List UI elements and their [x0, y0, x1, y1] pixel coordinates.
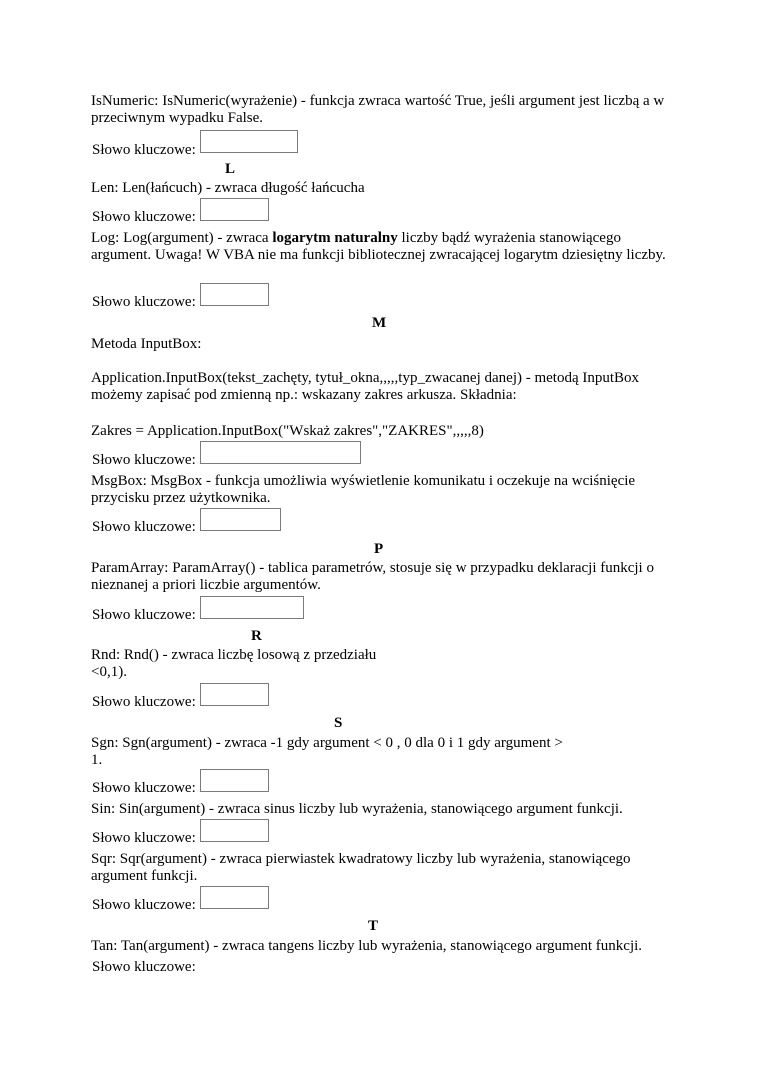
keyword-input-paramarray[interactable]: [200, 596, 304, 619]
keyword-input-len[interactable]: [200, 198, 269, 221]
keyword-input-rnd[interactable]: [200, 683, 269, 706]
keyword-label: Słowo kluczowe:: [92, 294, 196, 310]
keyword-label: Słowo kluczowe:: [92, 897, 196, 913]
entry-inputbox-example: Zakres = Application.InputBox("Wskaż zakres","ZAKRES",,,,,8): [91, 423, 484, 439]
entry-log-text: Log: Log(argument) - zwraca: [91, 230, 273, 246]
entry-sqr: Sqr: Sqr(argument) - zwraca pierwiastek kwadratowy liczby lub wyrażenia, stanowiącego argument funkcji.: [91, 851, 631, 884]
keyword-input-sin[interactable]: [200, 819, 269, 842]
keyword-input-inputbox[interactable]: [200, 441, 361, 464]
keyword-label: Słowo kluczowe:: [92, 607, 196, 623]
section-heading-t: T: [368, 918, 379, 934]
entry-metoda-inputbox: Metoda InputBox:: [91, 336, 202, 352]
entry-sgn-line2: 1.: [91, 752, 103, 768]
keyword-label: Słowo kluczowe:: [92, 142, 196, 158]
entry-rnd-line1: Rnd: Rnd() - zwraca liczbę losową z przedziału: [91, 647, 377, 663]
keyword-label: Słowo kluczowe:: [92, 209, 196, 225]
keyword-label: Słowo kluczowe:: [92, 452, 196, 468]
section-heading-r: R: [251, 628, 262, 644]
entry-inputbox-desc: Application.InputBox(tekst_zachęty, tytuł_okna,,,,,typ_zwacanej danej) - metodą InputBox możemy zapisać pod zmienną np.: wskazany zakres arkusza. Składnia:: [91, 370, 640, 403]
keyword-input-msgbox[interactable]: [200, 508, 281, 531]
keyword-input-sqr[interactable]: [200, 886, 269, 909]
keyword-input-sgn[interactable]: [200, 769, 269, 792]
entry-paramarray: ParamArray: ParamArray() - tablica parametrów, stosuje się w przypadku deklaracji funkcji o nieznanej a priori liczbie argumentów.: [91, 560, 654, 593]
keyword-input-log[interactable]: [200, 283, 269, 306]
entry-len: Len: Len(łańcuch) - zwraca długość łańcucha: [91, 180, 365, 196]
keyword-label: Słowo kluczowe:: [92, 519, 196, 535]
section-heading-p: P: [374, 541, 384, 557]
section-heading-l: L: [225, 161, 236, 177]
keyword-input-isnumeric[interactable]: [200, 130, 298, 153]
entry-log-bold: logarytm naturalny: [272, 230, 398, 246]
keyword-label: Słowo kluczowe:: [92, 694, 196, 710]
entry-log-text-rest: liczby bądź wyrażenia stanowiącego argument. Uwaga! W VBA nie ma funkcji bibliotecznej zwracającej logarytm dziesiętny liczby.: [91, 230, 666, 263]
section-heading-s: S: [334, 715, 343, 731]
keyword-label: Słowo kluczowe:: [92, 830, 196, 846]
entry-tan: Tan: Tan(argument) - zwraca tangens liczby lub wyrażenia, stanowiącego argument funkcji.: [91, 938, 643, 954]
keyword-label: Słowo kluczowe:: [92, 780, 196, 796]
entry-msgbox: MsgBox: MsgBox - funkcja umożliwia wyświetlenie komunikatu i oczekuje na wciśnięcie przycisku przez użytkownika.: [91, 473, 636, 506]
keyword-label: Słowo kluczowe:: [92, 959, 196, 975]
entry-rnd-line2: <0,1).: [91, 664, 127, 680]
entry-sin: Sin: Sin(argument) - zwraca sinus liczby lub wyrażenia, stanowiącego argument funkcji.: [91, 801, 623, 817]
section-heading-m: M: [372, 315, 387, 331]
entry-isnumeric: IsNumeric: IsNumeric(wyrażenie) - funkcja zwraca wartość True, jeśli argument jest liczbą a w przeciwnym wypadku False.: [91, 93, 665, 126]
entry-sgn-line1: Sgn: Sgn(argument) - zwraca -1 gdy argument < 0 , 0 dla 0 i 1 gdy argument >: [91, 735, 563, 751]
entry-log: [91, 230, 681, 264]
